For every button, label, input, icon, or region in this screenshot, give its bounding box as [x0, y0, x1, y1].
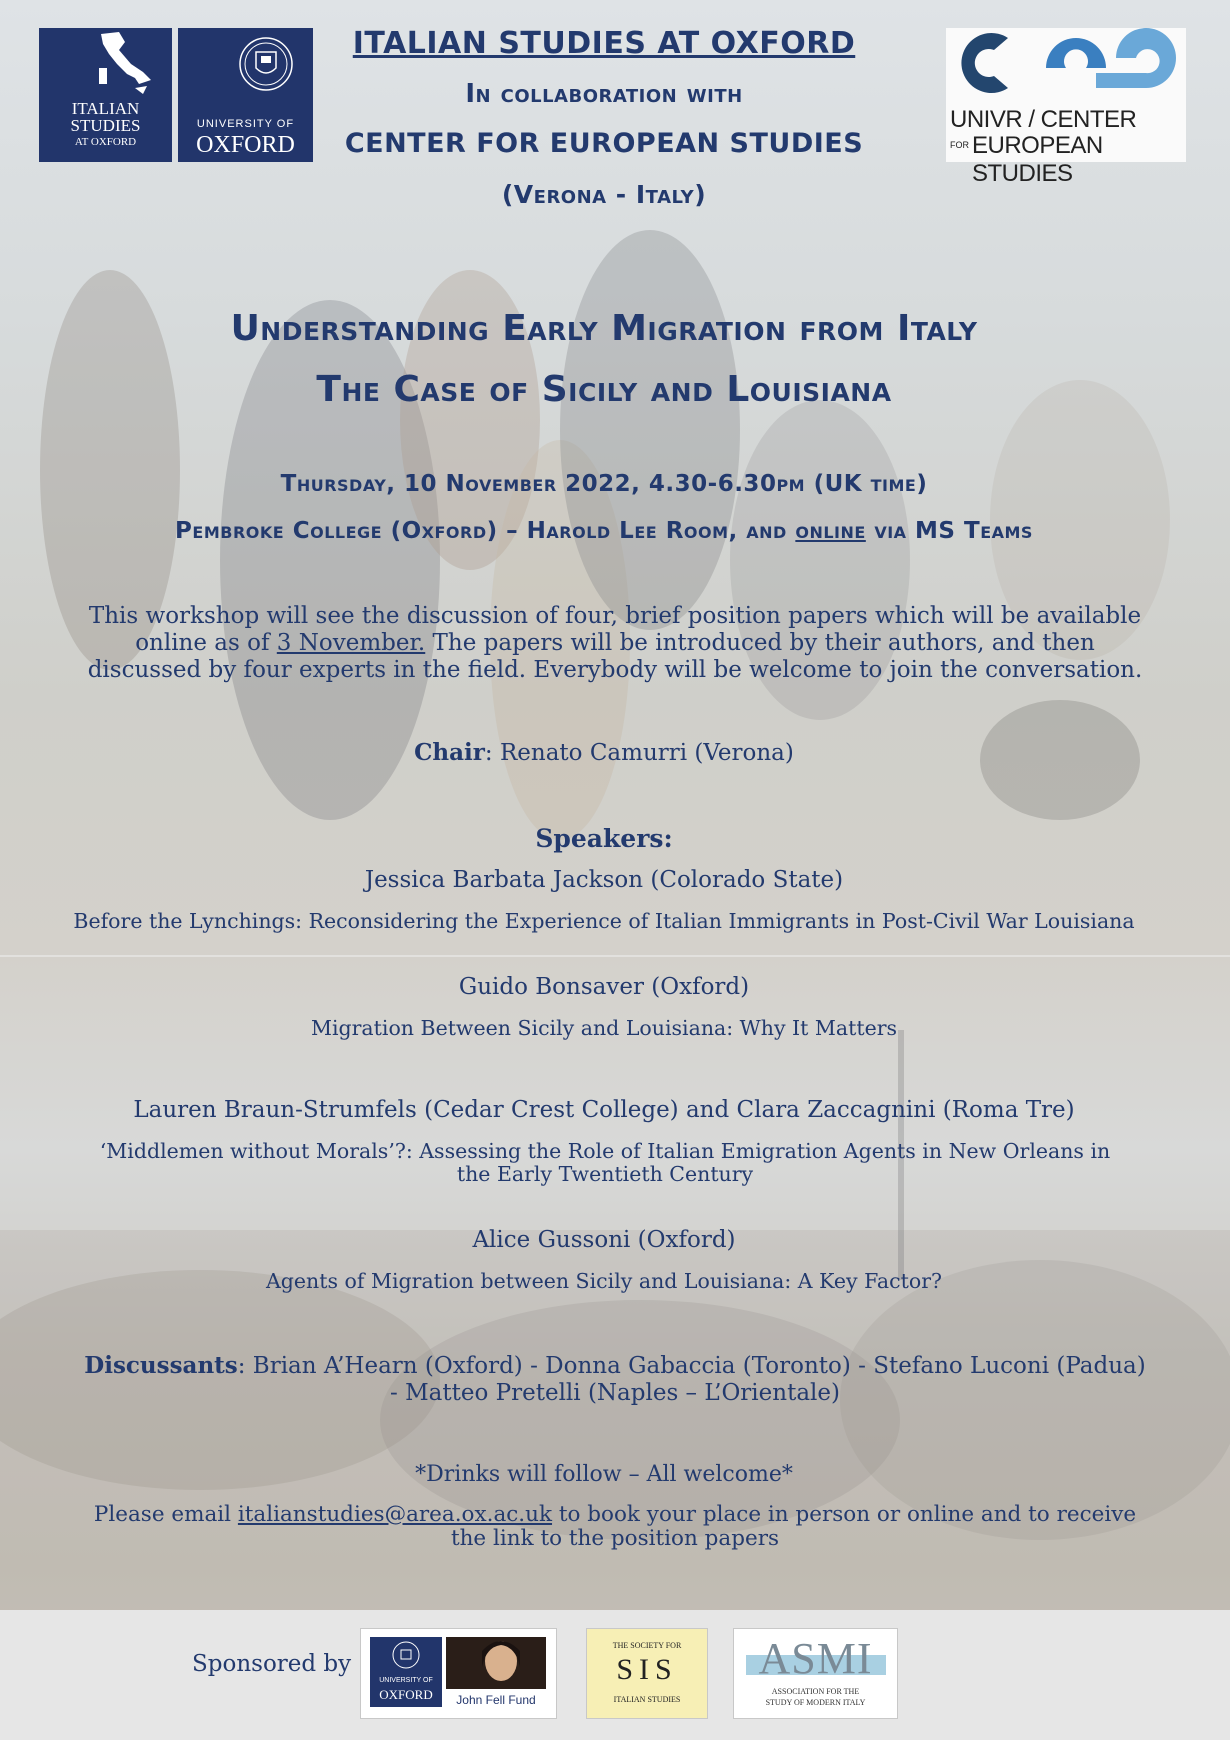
- oxford-logo-small: UNIVERSITY OF: [196, 118, 295, 130]
- header-ces: CENTER FOR EUROPEAN STUDIES: [344, 128, 864, 159]
- speaker-paper-title: Agents of Migration between Sicily and Louisiana: A Key Factor?: [266, 1269, 942, 1293]
- image-seam: [0, 955, 1230, 957]
- speaker-name: Alice Gussoni (Oxford): [472, 1227, 736, 1253]
- event-venue: [0, 518, 1208, 544]
- intro-date: 3 November.: [276, 630, 426, 656]
- asmi-logo: [733, 1628, 898, 1719]
- discussants-value: : Brian A’Hearn (Oxford) - Donna Gabaccia (Toronto) - Stefano Luconi (Padua) - Matteo Pretelli (Naples – L’Orientale): [237, 1353, 1146, 1406]
- booking-note: [80, 1503, 1150, 1551]
- venue-text: Pembroke College (Oxford) – Harold Lee Room, and: [175, 518, 796, 544]
- header-verona: (Verona - Italy): [501, 180, 707, 209]
- speaker-paper-title: Migration Between Sicily and Louisiana: Why It Matters: [310, 1016, 898, 1040]
- chair-label: Chair: [414, 739, 485, 766]
- sis-bottom-text: ITALIAN STUDIES: [613, 1695, 681, 1704]
- fell-univ-text: UNIVERSITY OF: [379, 1677, 433, 1684]
- event-title-line1: Understanding Early Migration from Italy: [230, 308, 978, 349]
- speaker-paper-title: Before the Lynchings: Reconsidering the Experience of Italian Immigrants in Post-Civil War Louisiana: [73, 909, 1135, 933]
- speakers-heading: Speakers:: [535, 824, 673, 853]
- email-text-before: Please email: [93, 1502, 238, 1527]
- ces-logo-line1: UNIVR / CENTER: [950, 106, 1137, 133]
- discussants-line: [80, 1352, 1150, 1407]
- email-text-after: to book your place in person or online and to receive the link to the position papers: [450, 1502, 1137, 1551]
- sis-big-text: SIS: [616, 1653, 678, 1686]
- speaker-name: Lauren Braun-Strumfels (Cedar Crest College) and Clara Zaccagnini (Roma Tre): [133, 1097, 1075, 1123]
- venue-online-link[interactable]: online: [795, 518, 866, 544]
- ces-logo-line2: EUROPEAN STUDIES: [972, 132, 1103, 187]
- drinks-note: *Drinks will follow – All welcome*: [415, 1462, 793, 1487]
- sponsored-by-label: Sponsored by: [192, 1651, 352, 1677]
- asmi-line1: ASSOCIATION FOR THE: [771, 1687, 860, 1696]
- header-italian-studies: ITALIAN STUDIES AT OXFORD: [352, 26, 856, 61]
- fell-oxford-block: [370, 1637, 442, 1707]
- intro-paragraph: [80, 603, 1150, 684]
- asmi-big-text: ASMI: [758, 1634, 873, 1683]
- john-fell-portrait-icon: [446, 1637, 546, 1689]
- discussants-label: Discussants: [84, 1352, 238, 1379]
- email-link[interactable]: italianstudies@area.ox.ac.uk: [237, 1502, 553, 1527]
- logo-italian: ITALIAN: [71, 99, 140, 118]
- speaker-name: Jessica Barbata Jackson (Colorado State): [364, 867, 844, 893]
- fell-crest-icon: [370, 1637, 442, 1673]
- speaker-paper-title: ‘Middlemen without Morals’?: Assessing the Role of Italian Emigration Agents in New Orleans in the Early Twentieth Century: [99, 1139, 1111, 1186]
- sis-top-text: THE SOCIETY FOR: [612, 1641, 682, 1650]
- logo-studies: STUDIES: [70, 116, 141, 135]
- sis-logo: [586, 1628, 708, 1719]
- asmi-line2: STUDY OF MODERN ITALY: [765, 1698, 866, 1707]
- event-title-line2: The Case of Sicily and Louisiana: [316, 369, 892, 410]
- intro-text-after: The papers will be introduced by their authors, and then discussed by four experts in the field. Everybody will be welcome to join the conversation.: [87, 630, 1143, 683]
- oxford-logo-big: OXFORD: [196, 132, 295, 158]
- chair-value: : Renato Camurri (Verona): [484, 740, 794, 766]
- fell-oxford-text: OXFORD: [379, 1687, 433, 1702]
- speaker-name: Guido Bonsaver (Oxford): [458, 974, 750, 1000]
- venue-teams: via MS Teams: [865, 518, 1033, 544]
- john-fell-fund-text: John Fell Fund: [456, 1693, 536, 1707]
- header-collaboration: In collaboration with: [465, 79, 743, 109]
- event-date: Thursday, 10 November 2022, 4.30-6.30pm (UK time): [280, 471, 928, 497]
- ces-logo-for: FOR: [950, 140, 969, 150]
- chair-line: [0, 739, 1208, 767]
- intro-text-before: This workshop will see the discussion of four, brief position papers which will be available online as of: [88, 603, 1142, 656]
- logo-at-oxford: AT OXFORD: [74, 136, 137, 148]
- john-fell-fund-logo: [360, 1628, 557, 1719]
